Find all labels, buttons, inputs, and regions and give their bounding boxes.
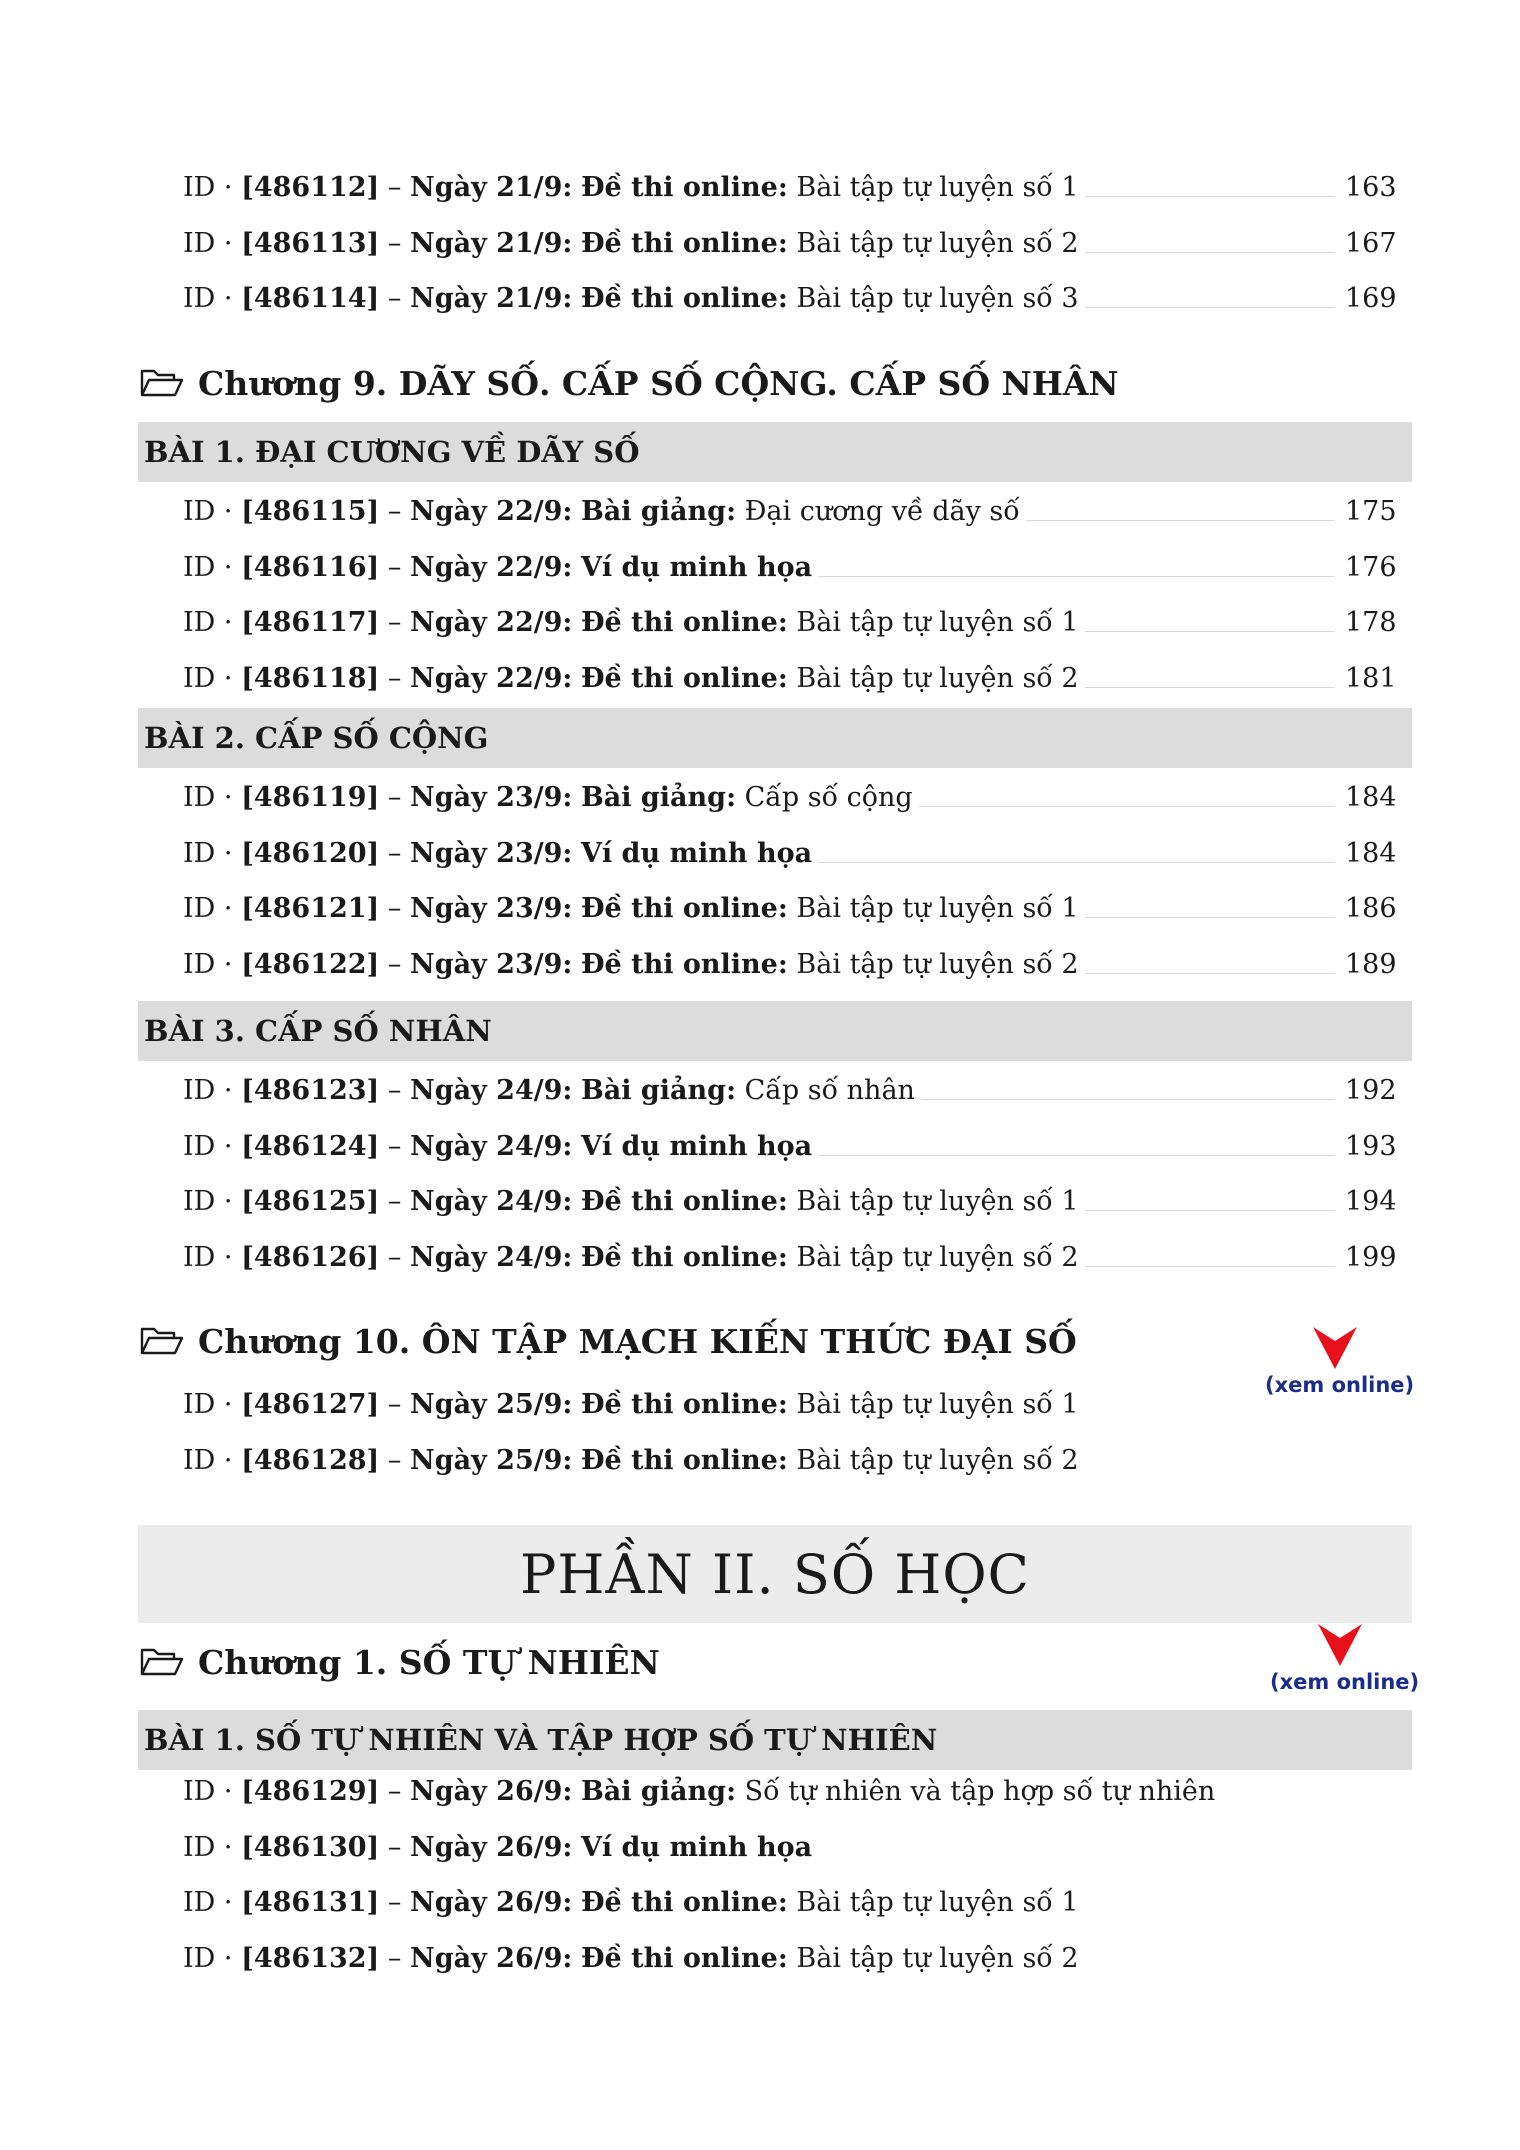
dash: – [379,283,411,314]
dash: – [379,1389,411,1420]
entry-id: [486127] [241,1389,380,1420]
entry-type: Đề thi online: [580,283,788,314]
entry-title: Bài tập tự luyện số 1 [796,607,1079,638]
toc-entry[interactable] [183,166,1397,206]
entry-id: [486116] [241,551,380,583]
toc-entry[interactable] [183,1236,1397,1276]
page-number: 184 [1345,782,1397,813]
entry-date: Ngày 24/9: [410,1075,573,1106]
entry-date: Ngày 24/9: [410,1130,573,1162]
entry-type: Bài giảng: [580,1776,737,1807]
entry-text [183,1129,812,1165]
leader-line [1085,916,1335,918]
leader-line [1085,195,1335,197]
entry-type: Đề thi online: [580,1241,788,1273]
dash: – [379,172,411,203]
toc-entry[interactable] [183,1770,1393,1810]
toc-entry[interactable] [183,222,1397,262]
entry-type: Đề thi online: [580,948,788,980]
entry-id: [486129] [241,1776,380,1807]
entry-text [183,494,1020,530]
toc-entry[interactable] [183,887,1397,927]
leader-line [1026,519,1335,521]
entry-text [183,1443,1079,1479]
entry-type: Đề thi online: [580,172,788,203]
chapter-heading[interactable] [140,360,1119,406]
entry-title: Bài tập tự luyện số 1 [796,893,1079,924]
page-number: 167 [1345,227,1397,259]
entry-type: Ví dụ minh họa [580,1130,813,1162]
leader-line [818,1154,1335,1156]
toc-entry[interactable] [183,490,1397,530]
toc-entry[interactable] [183,601,1397,641]
entry-title: Bài tập tự luyện số 2 [796,662,1079,694]
entry-text [183,281,1079,317]
page-number: 193 [1345,1130,1397,1162]
entry-date: Ngày 26/9: [410,1831,573,1863]
toc-entry[interactable] [183,546,1397,586]
part-title: PHẦN II. SỐ HỌC [520,1542,1030,1606]
dash: – [379,227,411,259]
folder-icon [140,1325,184,1357]
toc-entry[interactable] [183,277,1397,317]
entry-text [183,1885,1079,1921]
id-prefix: ID · [183,496,242,527]
id-prefix: ID · [183,1444,242,1476]
entry-id: [486112] [241,172,380,203]
entry-type: Bài giảng: [580,496,737,527]
entry-date: Ngày 22/9: [410,496,573,527]
entry-date: Ngày 25/9: [410,1389,573,1420]
down-arrow-icon [1316,1622,1364,1668]
page-number: 199 [1345,1241,1397,1273]
lesson-heading [138,708,1412,768]
dash: – [379,948,411,980]
dash: – [379,1776,411,1807]
id-prefix: ID · [183,1186,242,1217]
entry-text [183,1774,1215,1810]
entry-type: Đề thi online: [580,1887,788,1918]
dash: – [379,1831,411,1863]
entry-date: Ngày 26/9: [410,1776,573,1807]
entry-type: Đề thi online: [580,662,788,694]
entry-type: Đề thi online: [580,1186,788,1217]
lesson-title: BÀI 1. SỐ TỰ NHIÊN VÀ TẬP HỢP SỐ TỰ NHIÊN [144,1723,938,1757]
toc-entry[interactable] [183,943,1397,983]
entry-text [183,661,1079,697]
id-prefix: ID · [183,551,242,583]
entry-title: Cấp số cộng [744,782,913,813]
entry-title: Bài tập tự luyện số 2 [796,1942,1079,1974]
dash: – [379,893,411,924]
entry-id: [486118] [241,662,380,694]
entry-title: Đại cương về dãy số [744,496,1020,527]
page-number: 184 [1345,837,1397,869]
entry-text [183,226,1079,262]
entry-type: Ví dụ minh họa [580,837,813,869]
entry-title: Bài tập tự luyện số 1 [796,1186,1079,1217]
entry-type: Đề thi online: [580,1444,788,1476]
part-heading [138,1525,1412,1623]
id-prefix: ID · [183,227,242,259]
entry-id: [486114] [241,283,380,314]
toc-entry[interactable] [183,1937,1393,1977]
xem-online-link[interactable] [1265,1325,1415,1397]
page-number: 176 [1345,551,1397,583]
entry-title: Bài tập tự luyện số 2 [796,227,1079,259]
entry-title: Bài tập tự luyện số 1 [796,172,1079,203]
entry-id: [486128] [241,1444,380,1476]
lesson-heading [138,422,1412,482]
entry-title: Số tự nhiên và tập hợp số tự nhiên [744,1776,1216,1807]
leader-line [818,861,1335,863]
id-prefix: ID · [183,1942,242,1974]
toc-entry[interactable] [183,776,1397,816]
toc-entry[interactable] [183,1125,1397,1165]
entry-title: Cấp số nhân [744,1075,915,1106]
entry-text [183,1073,915,1109]
entry-text [183,550,812,586]
page-number: 178 [1345,607,1397,638]
dash: – [379,1887,411,1918]
entry-date: Ngày 23/9: [410,837,573,869]
entry-title: Bài tập tự luyện số 1 [796,1887,1079,1918]
id-prefix: ID · [183,1075,242,1106]
xem-online-label: (xem online) [1265,1373,1415,1397]
dash: – [379,1444,411,1476]
chapter-title: Chương 10. ÔN TẬP MẠCH KIẾN THỨC ĐẠI SỐ [198,1321,1077,1361]
entry-date: Ngày 22/9: [410,607,573,638]
entry-type: Đề thi online: [580,607,788,638]
toc-entry[interactable] [183,1180,1397,1220]
entry-date: Ngày 24/9: [410,1186,573,1217]
entry-type: Đề thi online: [580,227,788,259]
leader-line [1085,306,1335,308]
toc-entry[interactable] [183,1439,1393,1479]
id-prefix: ID · [183,948,242,980]
id-prefix: ID · [183,283,242,314]
page-number: 194 [1345,1186,1397,1217]
lesson-title: BÀI 3. CẤP SỐ NHÂN [144,1014,492,1048]
dash: – [379,1241,411,1273]
entry-text [183,1387,1079,1423]
entry-id: [486115] [241,496,380,527]
lesson-heading [138,1710,1412,1770]
entry-text [183,170,1079,206]
page-number: 186 [1345,893,1397,924]
leader-line [921,1098,1335,1100]
entry-text [183,605,1079,641]
toc-entry[interactable] [183,1881,1393,1921]
entry-title: Bài tập tự luyện số 3 [796,283,1079,314]
id-prefix: ID · [183,1776,242,1807]
entry-text [183,1941,1079,1977]
dash: – [379,551,411,583]
entry-date: Ngày 23/9: [410,782,573,813]
id-prefix: ID · [183,1241,242,1273]
entry-type: Đề thi online: [580,1942,788,1974]
leader-line [1085,1265,1335,1267]
id-prefix: ID · [183,893,242,924]
lesson-title: BÀI 2. CẤP SỐ CỘNG [144,721,489,755]
leader-line [1085,1209,1335,1211]
page-number: 175 [1345,496,1397,527]
entry-date: Ngày 22/9: [410,551,573,583]
id-prefix: ID · [183,782,242,813]
id-prefix: ID · [183,1831,242,1863]
entry-date: Ngày 21/9: [410,227,573,259]
page-number: 169 [1345,283,1397,314]
entry-id: [486126] [241,1241,380,1273]
entry-date: Ngày 22/9: [410,662,573,694]
dash: – [379,607,411,638]
leader-line [919,805,1335,807]
entry-title: Bài tập tự luyện số 2 [796,1444,1079,1476]
id-prefix: ID · [183,172,242,203]
entry-id: [486113] [241,227,380,259]
entry-type: Đề thi online: [580,893,788,924]
entry-date: Ngày 26/9: [410,1887,573,1918]
id-prefix: ID · [183,607,242,638]
folder-icon [140,1646,184,1678]
dash: – [379,1075,411,1106]
entry-title: Bài tập tự luyện số 2 [796,1241,1079,1273]
entry-text [183,836,812,872]
dash: – [379,837,411,869]
entry-id: [486120] [241,837,380,869]
page-number: 181 [1345,662,1397,694]
dash: – [379,662,411,694]
entry-type: Ví dụ minh họa [580,1831,813,1863]
toc-entry[interactable] [183,657,1397,697]
id-prefix: ID · [183,837,242,869]
entry-text [183,1240,1079,1276]
entry-id: [486130] [241,1831,380,1863]
entry-date: Ngày 23/9: [410,948,573,980]
leader-line [818,575,1335,577]
entry-date: Ngày 24/9: [410,1241,573,1273]
entry-date: Ngày 23/9: [410,893,573,924]
dash: – [379,1942,411,1974]
folder-icon [140,367,184,399]
id-prefix: ID · [183,1389,242,1420]
lesson-heading [138,1001,1412,1061]
toc-entry[interactable] [183,1069,1397,1109]
entry-id: [486123] [241,1075,380,1106]
leader-line [1085,686,1335,688]
chapter-title: Chương 9. DÃY SỐ. CẤP SỐ CỘNG. CẤP SỐ NHÂN [198,363,1119,403]
entry-title: Bài tập tự luyện số 1 [796,1389,1079,1420]
entry-type: Bài giảng: [580,1075,737,1106]
id-prefix: ID · [183,662,242,694]
entry-text [183,1830,812,1866]
entry-title: Bài tập tự luyện số 2 [796,948,1079,980]
dash: – [379,782,411,813]
lesson-title: BÀI 1. ĐẠI CƯƠNG VỀ DÃY SỐ [144,435,640,469]
entry-id: [486132] [241,1942,380,1974]
toc-entry[interactable] [183,1826,1393,1866]
entry-text [183,947,1079,983]
toc-entry[interactable] [183,832,1397,872]
entry-date: Ngày 25/9: [410,1444,573,1476]
id-prefix: ID · [183,1130,242,1162]
entry-id: [486119] [241,782,380,813]
entry-text [183,1184,1079,1220]
page-number: 192 [1345,1075,1397,1106]
entry-date: Ngày 26/9: [410,1942,573,1974]
entry-type: Bài giảng: [580,782,737,813]
entry-date: Ngày 21/9: [410,283,573,314]
dash: – [379,496,411,527]
chapter-title: Chương 1. SỐ TỰ NHIÊN [198,1642,660,1682]
entry-id: [486131] [241,1887,380,1918]
entry-id: [486124] [241,1130,380,1162]
page-number: 163 [1345,172,1397,203]
dash: – [379,1130,411,1162]
entry-id: [486125] [241,1186,380,1217]
dash: – [379,1186,411,1217]
chapter-heading[interactable] [140,1318,1077,1364]
xem-online-link[interactable] [1270,1622,1420,1694]
entry-type: Đề thi online: [580,1389,788,1420]
down-arrow-icon [1311,1325,1359,1371]
leader-line [1085,251,1335,253]
entry-text [183,891,1079,927]
entry-date: Ngày 21/9: [410,172,573,203]
leader-line [1085,972,1335,974]
id-prefix: ID · [183,1887,242,1918]
page-number: 189 [1345,948,1397,980]
xem-online-label: (xem online) [1270,1670,1420,1694]
entry-id: [486121] [241,893,380,924]
entry-id: [486122] [241,948,380,980]
entry-type: Ví dụ minh họa [580,551,813,583]
chapter-heading[interactable] [140,1639,660,1685]
entry-id: [486117] [241,607,380,638]
entry-text [183,780,913,816]
toc-entry[interactable] [183,1383,1393,1423]
leader-line [1085,630,1335,632]
